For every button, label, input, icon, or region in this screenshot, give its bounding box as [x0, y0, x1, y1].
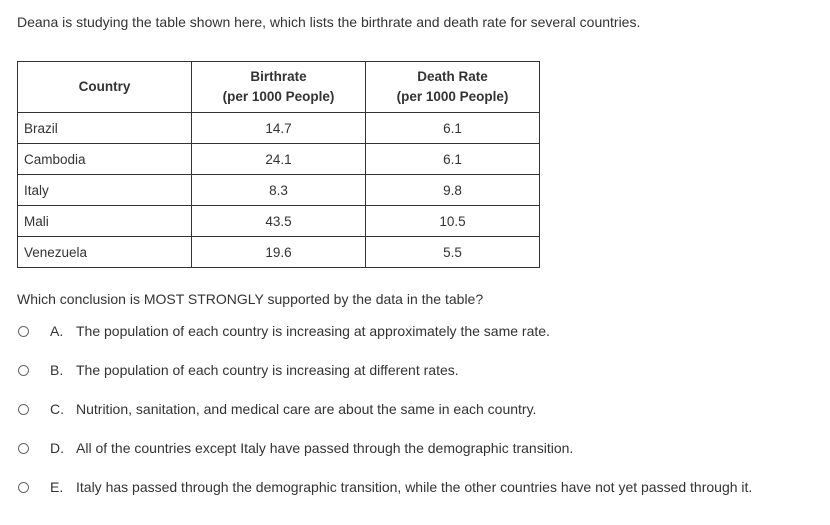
table-row [18, 206, 540, 237]
answer-option-d[interactable] [17, 438, 574, 458]
radio-button-c[interactable] [18, 404, 29, 415]
deathrate-cell: 9.8 [366, 175, 540, 206]
radio-button-b[interactable] [18, 365, 29, 376]
deathrate-cell: 6.1 [366, 113, 540, 144]
deathrate-cell: 5.5 [366, 237, 540, 268]
header-birthrate [192, 62, 366, 113]
birthrate-cell: 14.7 [192, 113, 366, 144]
table-row [18, 144, 540, 175]
option-text: The population of each country is increasing at approximately the same rate. [76, 323, 550, 339]
country-cell: Venezuela [18, 237, 192, 268]
table-row [18, 237, 540, 268]
table-row [18, 175, 540, 206]
header-deathrate [366, 62, 540, 113]
answer-option-c[interactable] [17, 399, 537, 419]
option-text: Italy has passed through the demographic transition, while the other countries have not yet passed through it. [76, 479, 753, 495]
radio-button-e[interactable] [18, 482, 29, 493]
option-letter: D. [50, 440, 64, 456]
header-birthrate-title: Birthrate [250, 69, 307, 84]
header-country [18, 62, 192, 113]
radio-button-a[interactable] [18, 326, 29, 337]
table-header-row [18, 62, 540, 113]
option-letter: B. [50, 362, 64, 378]
option-letter: A. [50, 323, 64, 339]
answer-option-e[interactable] [17, 477, 753, 497]
question-intro: Deana is studying the table shown here, which lists the birthrate and death rate for several countries. [17, 14, 641, 30]
header-country-label: Country [78, 79, 131, 94]
option-text: All of the countries except Italy have passed through the demographic transition. [76, 440, 574, 456]
header-birthrate-unit: (per 1000 People) [222, 89, 335, 104]
header-deathrate-title: Death Rate [417, 69, 488, 84]
birthrate-cell: 8.3 [192, 175, 366, 206]
birthrate-cell: 43.5 [192, 206, 366, 237]
deathrate-cell: 6.1 [366, 144, 540, 175]
option-letter: E. [50, 479, 64, 495]
birthrate-cell: 24.1 [192, 144, 366, 175]
birthrate-cell: 19.6 [192, 237, 366, 268]
option-text: Nutrition, sanitation, and medical care are about the same in each country. [76, 401, 537, 417]
answer-option-a[interactable] [17, 321, 550, 341]
deathrate-cell: 10.5 [366, 206, 540, 237]
answer-option-b[interactable] [17, 360, 459, 380]
radio-button-d[interactable] [18, 443, 29, 454]
header-deathrate-unit: (per 1000 People) [396, 89, 509, 104]
country-cell: Cambodia [18, 144, 192, 175]
question-prompt: Which conclusion is MOST STRONGLY supported by the data in the table? [17, 291, 484, 307]
table-row [18, 113, 540, 144]
option-text: The population of each country is increasing at different rates. [76, 362, 459, 378]
option-letter: C. [50, 401, 64, 417]
birth-death-rate-table [17, 61, 540, 268]
country-cell: Italy [18, 175, 192, 206]
country-cell: Brazil [18, 113, 192, 144]
country-cell: Mali [18, 206, 192, 237]
